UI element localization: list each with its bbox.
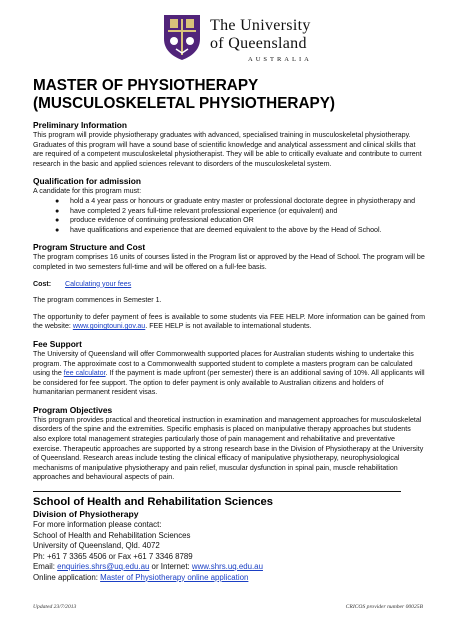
list-item [33,207,425,217]
page-footer [33,604,423,614]
preliminary-text: This program will provide physiotherapy graduates with advanced, specialised training in musculoskeletal physiotherapy. Graduates of this program will have a sound base of scientific knowledge and analytical assessment and clinical skills that are required of a competent musculoskeletal physiotherapist. They will be able to critically evaluate and contribute to current research in the basic and applied sciences relevant to disorders of the musculoskeletal system. [33,131,422,168]
title-line-1: MASTER OF PHYSIOTHERAPY [33,77,259,94]
university-crest-icon [162,13,202,61]
defer-text [33,313,425,332]
document-body [33,120,425,583]
internet-link[interactable]: www.shrs.uq.edu.au [191,562,263,572]
qualification-heading: Qualification for admission [33,176,141,187]
defer-text-a: The opportunity to defer payment of fees is available to some students via FEE HELP. More information can be gained from the website: [33,312,425,331]
online-label: Online application: [33,572,101,582]
qualification-intro: A candidate for this program must: [33,187,142,196]
address-line-1: School of Health and Rehabilitation Sciences [33,530,191,540]
fee-calculator-link[interactable]: fee calculator [63,369,106,378]
qualification-item-2: have completed 2 years full-time relevant professional experience (or equivalent) and [70,206,338,215]
list-item [33,226,425,236]
structure-heading: Program Structure and Cost [33,242,146,253]
support-text-b: . If the payment is made upfront (per semester) there is an additional saving of 10%. All applicants will be considered for fee support. The option to defer payment is only available to Australian citizens and holders of humanitarian permanent resident visas. [33,369,425,397]
online-line [33,573,425,584]
support-text-a: The University of Queensland will offer Commonwealth supported places for Australian students wishing to undertake this program. The approximate cost to a Commonwealth supported student to complete a masters program can be calculated using the [33,349,414,378]
title-line-2: (MUSCULOSKELETAL PHYSIOTHERAPY) [33,95,335,112]
logo-line-2: of Queensland [210,35,307,52]
cost-label: Cost: [33,279,52,288]
contact-intro: For more information please contact: [33,520,162,530]
list-item [33,216,425,226]
support-text [33,350,425,398]
section-divider [33,491,401,492]
school-name: School of Health and Rehabilitation Sciences [33,496,273,509]
goingtouni-link[interactable]: www.goingtouni.gov.au [72,322,146,331]
qualification-item-4: have qualifications and experience that are deemed equivalent to the above by the Head of School. [70,225,382,234]
university-logo [162,13,402,69]
structure-text: The program comprises 16 units of courses listed in the Program list or approved by the Head of School. The program will be completed in two semesters full-time and will be offered on a full-fee basis. [33,253,425,271]
bullet-icon: ● [55,225,60,234]
phone-line: Ph: +61 7 3365 4506 or Fax +61 7 3346 8789 [33,551,193,561]
bullet-icon: ● [55,206,60,215]
objectives-text: This program provides practical and theoretical instruction in examination and management approaches for musculoskeletal disorders of the spine and the extremities. Specific emphasis is placed on manipulative therapy approaches but students also explore total management strategies particularly those of pain management and rehabilitative and preventative exercise. Therapeutic approaches are supported by a strong research base in the Division of Physiotherapy at the University of Queensland. Research areas include testing the clinical efficacy of manipulative physiotherapy, neurophysiological mechanisms of manipulative physiotherapy and pain relief, muscular dysfunction in spinal pain, muscle rehabilitation approaches and behavioural aspects of pain. [33,415,424,482]
division-name: Division of Physiotherapy [33,509,139,520]
cost-row [33,280,425,290]
updated-date: Updated 23/7/2013 [33,604,77,610]
contact-block [33,520,425,583]
objectives-heading: Program Objectives [33,404,113,415]
preliminary-heading: Preliminary Information [33,120,128,130]
address-line-2: University of Queensland, Qld. 4072 [33,541,160,551]
qualification-item-1: hold a 4 year pass or honours or graduate entry master or professional doctorate degree in physiotherapy and [70,196,416,205]
email-line [33,562,425,573]
cricos-number: CRICOS provider number 00025B [345,604,423,610]
email-link[interactable]: enquiries.shrs@uq.edu.au [57,562,150,572]
internet-label: or Internet: [149,562,192,572]
email-label: Email: [33,562,58,572]
qualification-list [33,197,425,235]
calculating-fees-link[interactable]: Calculating your fees [64,279,132,288]
defer-text-b: . FEE HELP is not available to international students. [145,322,312,331]
bullet-icon: ● [55,196,60,205]
list-item [33,197,425,207]
bullet-icon: ● [55,216,60,225]
commence-text: The program commences in Semester 1. [33,296,162,305]
logo-line-1: The University [210,17,311,34]
logo-line-3: AUSTRALIA [248,56,312,63]
support-heading: Fee Support [33,338,82,349]
qualification-item-3: produce evidence of continuing professional education OR [70,216,254,225]
online-application-link[interactable]: Master of Physiotherapy online application [100,572,249,582]
document-title [33,77,433,113]
